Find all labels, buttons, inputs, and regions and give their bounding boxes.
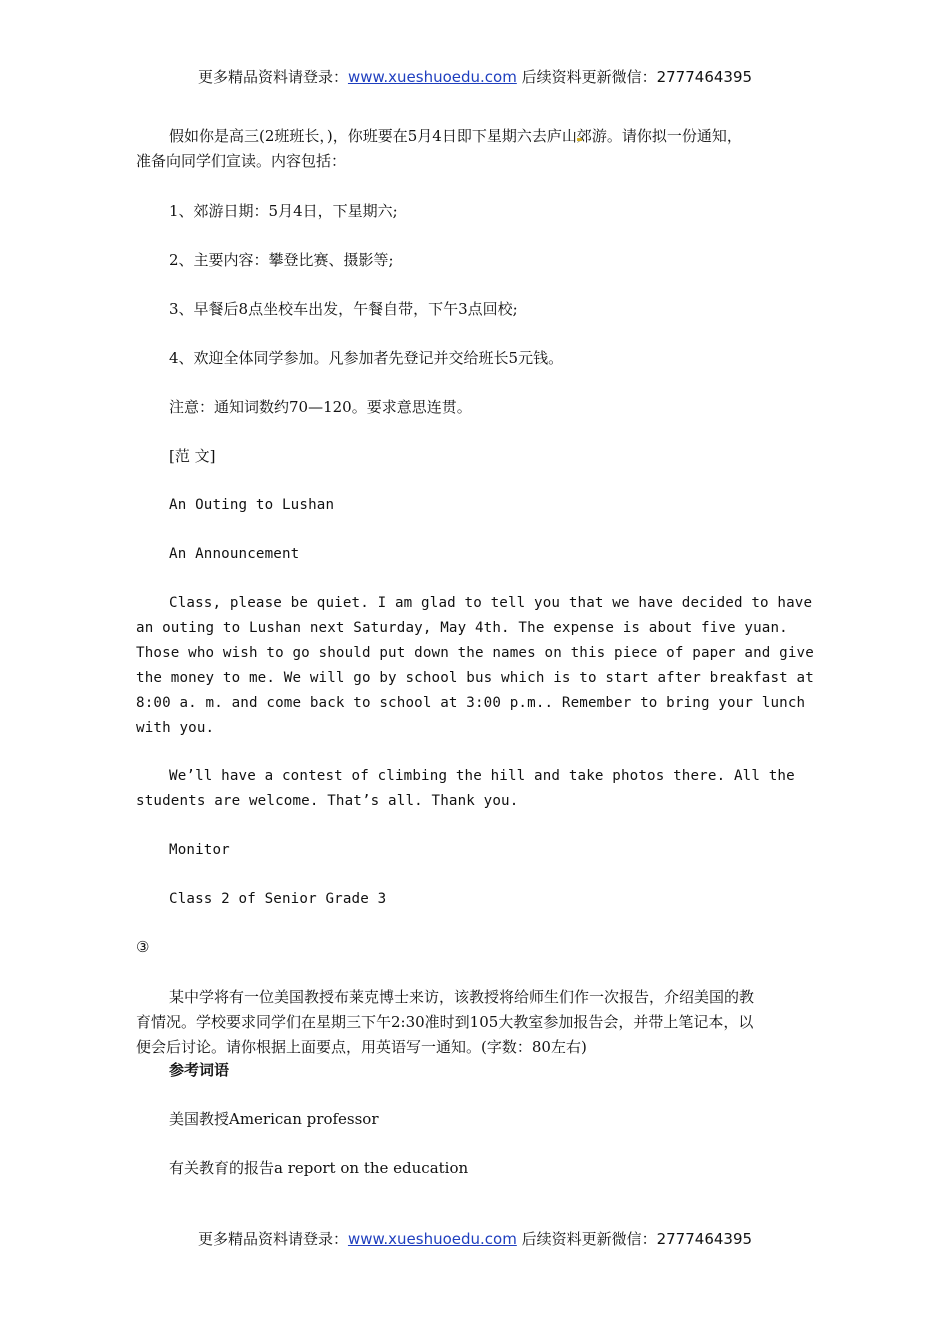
vocab-item: 有关教育的报告a report on the education — [169, 1159, 469, 1177]
essay-line: We’ll have a contest of climbing the hill and take photos there. All the — [169, 768, 795, 784]
task2-line: 某中学将有一位美国教授布莱克博士来访，该教授将给师生们作一次报告，介绍美国的教 — [169, 988, 755, 1006]
section-number: ③ — [136, 938, 150, 956]
intro-text-line2: 准备向同学们宣读。内容包括： — [136, 152, 347, 170]
essay-line: 8:00 a. m. and come back to school at 3:00 p.m.. Remember to bring your lunch — [136, 695, 806, 711]
vocab-heading: 参考词语 — [169, 1061, 230, 1079]
page-footer — [0, 1228, 950, 1249]
sample-label: [范 文] — [169, 447, 216, 465]
footer-link[interactable]: www.xueshuoedu.com — [347, 1230, 517, 1248]
footer-prefix: 更多精品资料请登录： — [197, 1230, 348, 1248]
essay-line: Those who wish to go should put down the names on this piece of paper and give — [136, 645, 814, 661]
header-suffix: 后续资料更新微信：2777464395 — [516, 68, 753, 86]
intro-text-b: 郊游。请你拟一份通知， — [576, 127, 742, 145]
page-header — [0, 66, 950, 87]
list-item: 2、主要内容：攀登比赛、摄影等; — [169, 251, 394, 269]
list-item: 4、欢迎全体同学参加。凡参加者先登记并交给班长5元钱。 — [169, 349, 564, 367]
intro-text-a: 假如你是高三(2班班长，)，你班要在5月4日即下星期六去庐山 — [169, 127, 577, 145]
task2-line: 便会后讨论。请你根据上面要点，用英语写一通知。(字数：80左右) — [136, 1038, 587, 1056]
essay-subtitle: An Announcement — [169, 546, 300, 562]
essay-line: students are welcome. That’s all. Thank you. — [136, 793, 519, 809]
note-text: 注意：通知词数约70—120。要求意思连贯。 — [169, 398, 472, 416]
essay-line: an outing to Lushan next Saturday, May 4th. The expense is about five yuan. — [136, 620, 788, 636]
header-prefix: 更多精品资料请登录： — [197, 68, 348, 86]
essay-paragraph-2 — [136, 764, 836, 814]
header-link[interactable]: www.xueshuoedu.com — [347, 68, 517, 86]
list-item: 3、早餐后8点坐校车出发，午餐自带，下午3点回校; — [169, 300, 518, 318]
essay-paragraph-1 — [136, 591, 836, 741]
vocab-item: 美国教授American professor — [169, 1110, 379, 1128]
essay-line: the money to me. We will go by school bus which is to start after breakfast at — [136, 670, 814, 686]
intro-paragraph — [136, 124, 826, 174]
essay-line: Class, please be quiet. I am glad to tell you that we have decided to have — [169, 595, 813, 611]
task2-paragraph — [136, 985, 826, 1060]
task2-line: 育情况。学校要求同学们在星期三下午2:30准时到105大教室参加报告会，并带上笔记本，以 — [136, 1013, 754, 1031]
essay-line: with you. — [136, 720, 215, 736]
signature-class: Class 2 of Senior Grade 3 — [169, 891, 387, 907]
footer-suffix: 后续资料更新微信：2777464395 — [516, 1230, 753, 1248]
list-item: 1、郊游日期：5月4日，下星期六; — [169, 202, 398, 220]
essay-title: An Outing to Lushan — [169, 497, 335, 513]
signature-title: Monitor — [169, 842, 230, 858]
